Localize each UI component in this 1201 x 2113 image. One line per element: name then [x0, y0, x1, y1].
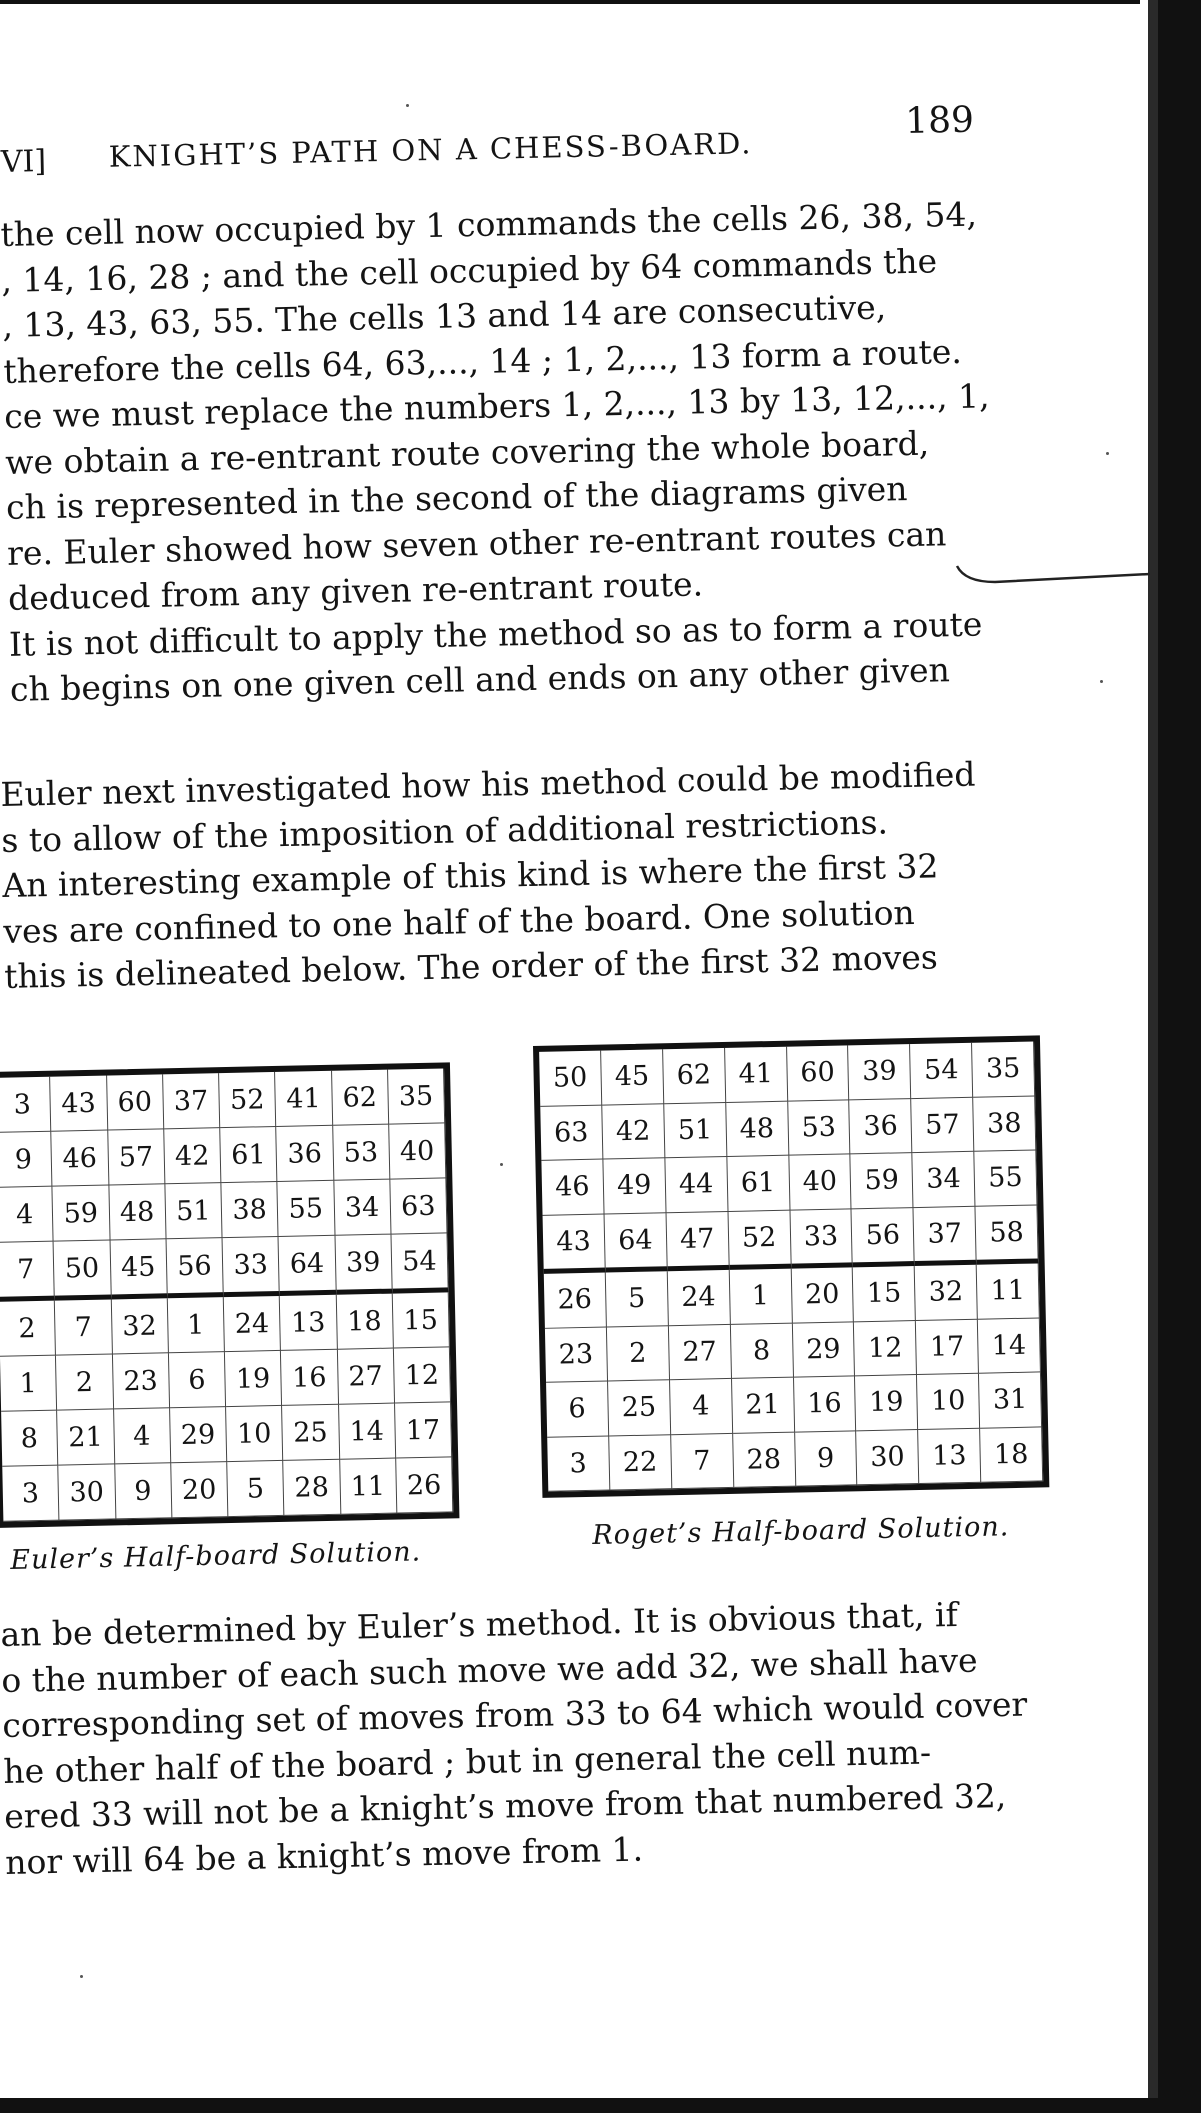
board-cell: 2: [56, 1354, 113, 1410]
board-cell: 32: [915, 1265, 978, 1321]
paragraph-euler-method: [0, 1590, 1045, 1885]
board-cell: 48: [726, 1101, 789, 1157]
board-cell: 40: [789, 1154, 852, 1210]
text-line: deduced from any given re-entrant route.: [7, 564, 704, 618]
board-cell: 57: [911, 1097, 974, 1153]
board-cell: 6: [169, 1352, 226, 1408]
board-cell: 44: [665, 1157, 728, 1213]
board-cell: 20: [171, 1462, 228, 1518]
board-cell: 28: [733, 1432, 796, 1488]
board-cell: 46: [541, 1160, 604, 1216]
page-edge-shadow: [1148, 0, 1158, 2113]
board-cell: 63: [540, 1105, 603, 1161]
board-cell: 25: [608, 1380, 671, 1436]
board-cell: 36: [850, 1099, 913, 1155]
text-line: ves are confined to one half of the board. One solution: [2, 892, 916, 951]
board-cell: 50: [539, 1051, 602, 1107]
board-cell: 5: [227, 1461, 284, 1517]
board-cell: 3: [2, 1466, 59, 1522]
text-line: this is delineated below. The order of the first 32 moves: [3, 937, 939, 996]
speck: [406, 104, 409, 107]
board-cell: 34: [913, 1152, 976, 1208]
text-line: the cell now occupied by 1 commands the cells 26, 38, 54,: [0, 194, 978, 254]
board-cell: 1: [729, 1269, 792, 1325]
board-cell: 2: [607, 1326, 670, 1382]
board-cell: 59: [851, 1153, 914, 1209]
page-edge-right: [1148, 0, 1201, 2113]
roget-half-board-diagram: [533, 1035, 1049, 1498]
board-cell: 17: [916, 1319, 979, 1375]
board-cell: 3: [547, 1436, 610, 1492]
text-line: an be determined by Euler’s method. It is obvious that, if: [0, 1594, 959, 1654]
board-cell: 20: [791, 1267, 854, 1323]
board-cell: 33: [790, 1209, 853, 1269]
board-cell: 24: [224, 1296, 281, 1352]
board-cell: 14: [978, 1318, 1041, 1374]
board-cell: 29: [170, 1407, 227, 1463]
paragraph-euler-reentrant: [0, 190, 1050, 712]
speck: [80, 1975, 83, 1978]
board-cell: 4: [670, 1379, 733, 1435]
board-cell: 57: [108, 1129, 165, 1185]
board-cell: 56: [852, 1208, 915, 1268]
board-cell: 26: [544, 1273, 607, 1329]
board-cell: 12: [394, 1347, 451, 1403]
board-cell: 51: [165, 1183, 222, 1239]
header-section-marker: VI]: [0, 144, 47, 180]
board-cell: 15: [392, 1292, 449, 1348]
board-cell: 35: [388, 1068, 445, 1124]
board-cell: 23: [545, 1327, 608, 1383]
speck: [1100, 680, 1103, 683]
board-cell: 11: [340, 1459, 397, 1515]
board-cell: 9: [0, 1132, 53, 1188]
board-cell: 61: [727, 1156, 790, 1212]
text-line: ce we must replace the numbers 1, 2,..., 13 by 13, 12,..., 1,: [3, 376, 990, 436]
board-cell: 49: [603, 1158, 666, 1214]
board-cell: 45: [110, 1239, 167, 1299]
board-cell: 63: [390, 1178, 447, 1234]
board-grid: [539, 1042, 1043, 1492]
board-cell: 45: [601, 1049, 664, 1105]
board-cell: 16: [281, 1350, 338, 1406]
board-cell: 62: [332, 1070, 389, 1126]
board-cell: 24: [667, 1270, 730, 1326]
board-cell: 21: [732, 1378, 795, 1434]
board-cell: 30: [857, 1430, 920, 1486]
board-cell: 8: [730, 1323, 793, 1379]
board-cell: 11: [977, 1263, 1040, 1319]
board-cell: 13: [918, 1428, 981, 1484]
euler-board-caption: Euler’s Half-board Solution.: [10, 1536, 422, 1576]
board-cell: 7: [671, 1433, 734, 1489]
board-cell: 7: [55, 1299, 112, 1355]
board-cell: 16: [794, 1376, 857, 1432]
board-cell: 55: [974, 1150, 1037, 1206]
board-cell: 60: [107, 1074, 164, 1130]
board-cell: 35: [972, 1042, 1035, 1098]
board-cell: 12: [854, 1321, 917, 1377]
board-cell: 26: [396, 1457, 453, 1513]
header-title: KNIGHT’S PATH ON A CHESS-BOARD.: [108, 126, 753, 174]
board-cell: 48: [109, 1184, 166, 1240]
text-line: corresponding set of moves from 33 to 64 which would cover: [1, 1684, 1028, 1745]
board-cell: 42: [164, 1128, 221, 1184]
board-cell: 52: [728, 1210, 791, 1270]
text-line: , 14, 16, 28 ; and the cell occupied by 64 commands the: [1, 240, 938, 300]
board-cell: 23: [112, 1353, 169, 1409]
board-cell: 59: [53, 1185, 110, 1241]
paragraph-half-board-intro: [0, 750, 1045, 999]
board-cell: 53: [333, 1125, 390, 1181]
board-cell: 37: [914, 1206, 977, 1266]
board-cell: 41: [275, 1071, 332, 1127]
pencil-mark: [955, 560, 1155, 600]
board-cell: 14: [339, 1404, 396, 1460]
text-line: nor will 64 be a knight’s move from 1.: [4, 1829, 644, 1882]
board-cell: 37: [163, 1073, 220, 1129]
board-cell: 33: [223, 1237, 280, 1297]
board-cell: 4: [114, 1408, 171, 1464]
board-cell: 34: [334, 1180, 391, 1236]
board-cell: 15: [853, 1266, 916, 1322]
board-cell: 19: [855, 1375, 918, 1431]
board-cell: 1: [168, 1297, 225, 1353]
board-cell: 28: [283, 1460, 340, 1516]
board-cell: 40: [389, 1123, 446, 1179]
board-cell: 9: [795, 1431, 858, 1487]
board-cell: 64: [604, 1213, 667, 1273]
text-line: An interesting example of this kind is where the first 32: [1, 846, 939, 905]
board-cell: 27: [337, 1349, 394, 1405]
board-cell: 1: [0, 1356, 57, 1412]
board-cell: 36: [276, 1126, 333, 1182]
board-cell: 61: [220, 1127, 277, 1183]
board-cell: 5: [606, 1271, 669, 1327]
board-cell: 7: [0, 1242, 55, 1302]
board-cell: 21: [57, 1409, 114, 1465]
board-cell: 17: [395, 1402, 452, 1458]
board-cell: 43: [543, 1214, 606, 1274]
text-line: , 13, 43, 63, 55. The cells 13 and 14 are consecutive,: [1, 287, 887, 345]
roget-board-caption: Roget’s Half-board Solution.: [592, 1511, 1010, 1551]
board-cell: 58: [976, 1205, 1039, 1265]
board-cell: 41: [725, 1047, 788, 1103]
board-cell: 31: [979, 1372, 1042, 1428]
board-cell: 55: [278, 1181, 335, 1237]
board-cell: 47: [666, 1211, 729, 1271]
text-line: he other half of the board ; but in general the cell num-: [2, 1732, 932, 1791]
board-cell: 64: [279, 1236, 336, 1296]
text-line: o the number of each such move we add 32, we shall have: [1, 1640, 978, 1700]
page-edge-bottom: [0, 2098, 1201, 2113]
board-cell: 53: [788, 1100, 851, 1156]
board-cell: 2: [0, 1301, 56, 1357]
board-cell: 19: [225, 1351, 282, 1407]
board-cell: 32: [111, 1298, 168, 1354]
board-cell: 56: [166, 1238, 223, 1298]
board-cell: 54: [910, 1043, 973, 1099]
board-cell: 38: [973, 1096, 1036, 1152]
board-cell: 10: [226, 1406, 283, 1462]
text-line: ch is represented in the second of the diagrams given: [5, 469, 908, 527]
board-cell: 54: [391, 1233, 448, 1293]
page-edge-top: [0, 0, 1140, 4]
board-cell: 10: [917, 1374, 980, 1430]
text-line: re. Euler showed how seven other re-entrant routes can: [6, 513, 947, 573]
board-cell: 18: [980, 1427, 1043, 1483]
text-line: s to allow of the imposition of additional restrictions.: [1, 801, 889, 860]
board-cell: 39: [848, 1044, 911, 1100]
board-cell: 8: [1, 1411, 58, 1467]
board-cell: 25: [282, 1405, 339, 1461]
board-cell: 38: [221, 1182, 278, 1238]
text-line: It is not difficult to apply the method so as to form a route: [8, 604, 983, 664]
board-cell: 4: [0, 1187, 54, 1243]
speck: [500, 1163, 503, 1166]
board-cell: 43: [50, 1076, 107, 1132]
board-cell: 39: [335, 1235, 392, 1295]
board-cell: 3: [0, 1077, 52, 1133]
euler-half-board-diagram: [0, 1062, 459, 1528]
board-cell: 27: [669, 1324, 732, 1380]
board-cell: 60: [787, 1045, 850, 1101]
text-line: Euler next investigated how his method could be modified: [0, 754, 976, 814]
board-cell: 62: [663, 1048, 726, 1104]
board-cell: 46: [52, 1131, 109, 1187]
board-grid: [0, 1068, 453, 1521]
board-cell: 18: [336, 1294, 393, 1350]
speck: [1106, 452, 1109, 455]
board-cell: 22: [609, 1435, 672, 1491]
board-cell: 9: [115, 1463, 172, 1519]
board-cell: 42: [602, 1104, 665, 1160]
board-cell: 52: [219, 1072, 276, 1128]
text-line: we obtain a re-entrant route covering the whole board,: [4, 423, 930, 482]
board-cell: 51: [664, 1102, 727, 1158]
board-cell: 50: [54, 1240, 111, 1300]
running-header: [0, 97, 1101, 180]
board-cell: 6: [546, 1382, 609, 1438]
board-cell: 30: [59, 1464, 116, 1520]
text-line: ch begins on one given cell and ends on any other given: [9, 650, 951, 709]
board-cell: 29: [792, 1322, 855, 1378]
text-line: therefore the cells 64, 63,..., 14 ; 1, 2,..., 13 form a route.: [2, 331, 963, 391]
page-number: 189: [904, 99, 975, 143]
text-line: ered 33 will not be a knight’s move from that numbered 32,: [3, 1775, 1007, 1836]
board-cell: 13: [280, 1295, 337, 1351]
